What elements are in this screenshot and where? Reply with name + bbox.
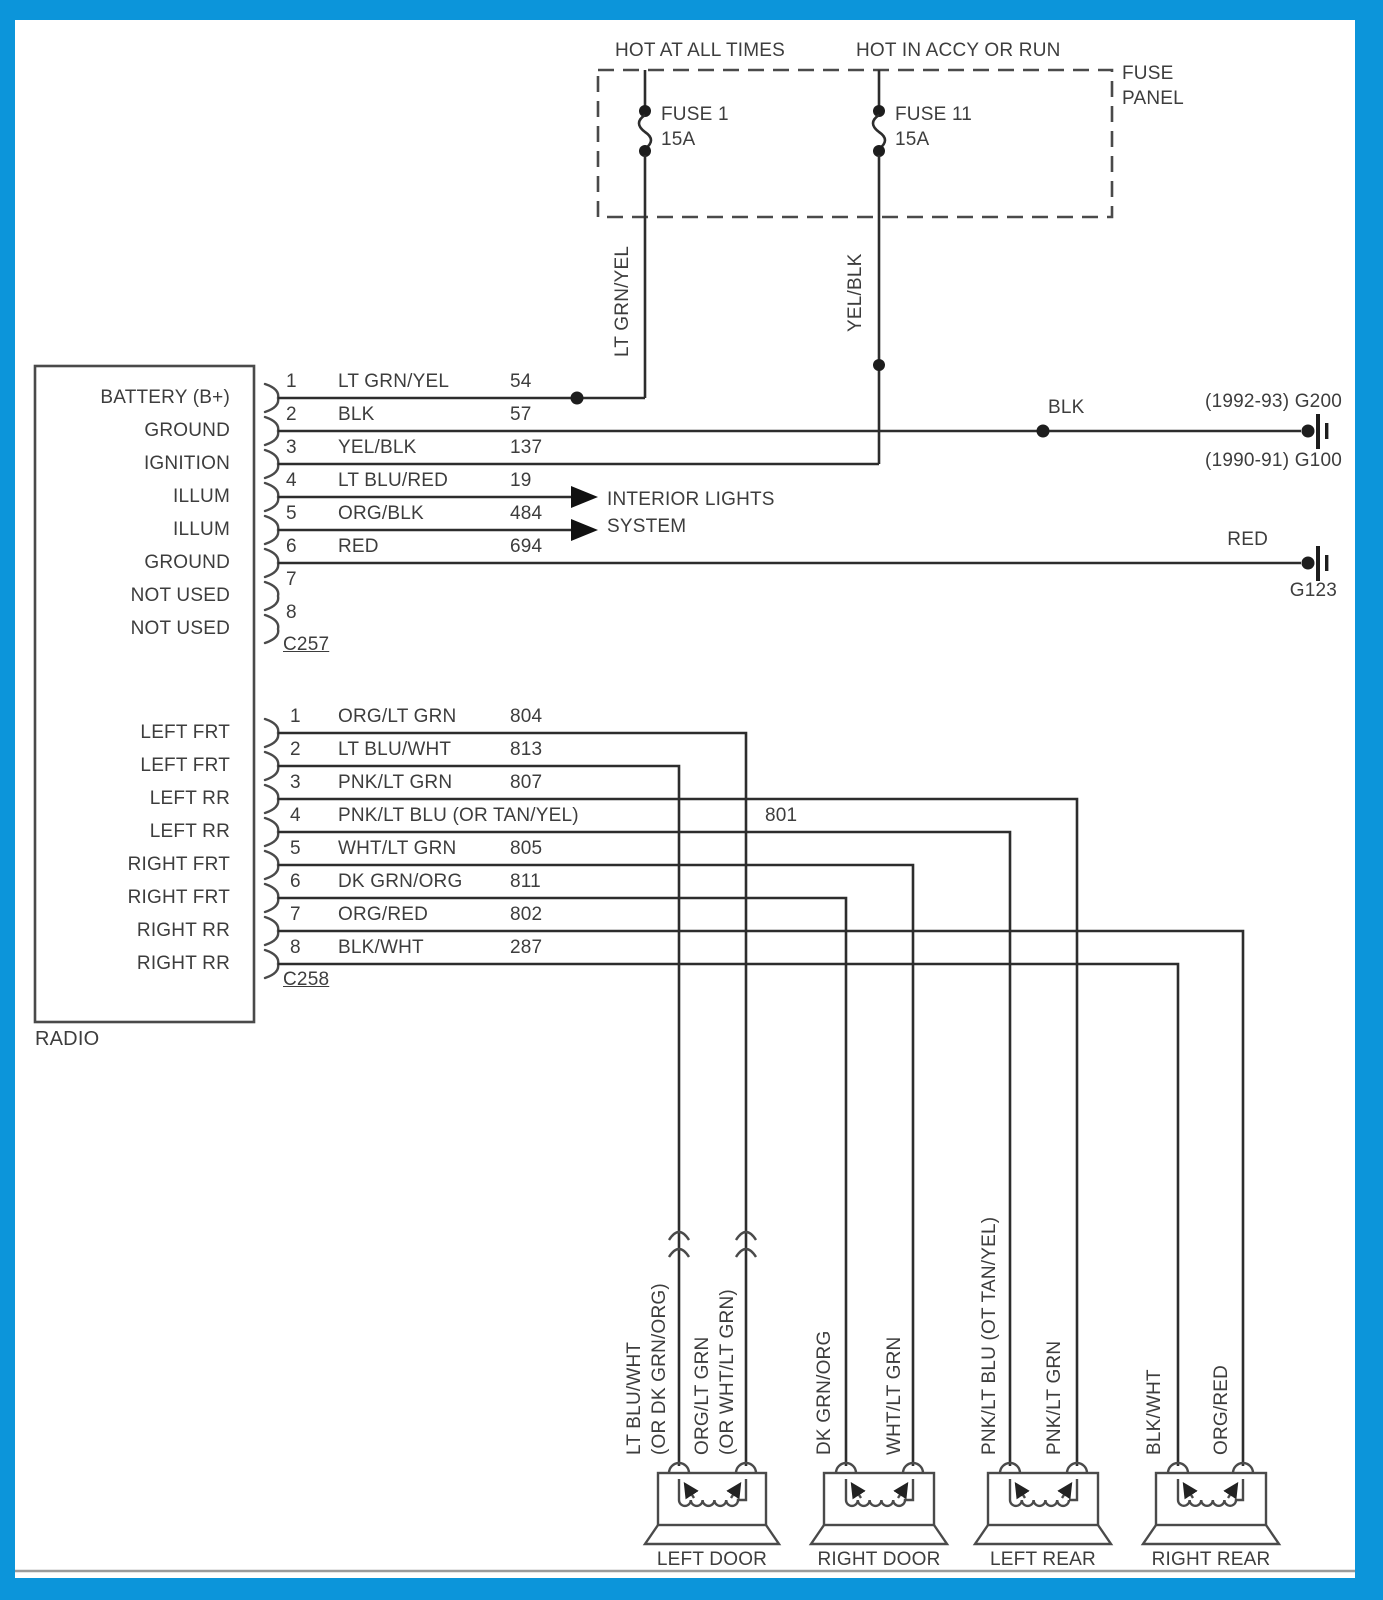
c257-wire-6: RED: [338, 536, 379, 557]
fuse-1-rating: 15A: [661, 129, 696, 150]
connector-c257-brackets: [265, 384, 278, 643]
c258-circuit-4: 801: [765, 805, 798, 826]
wire-label-line: LT BLU/WHT: [624, 1341, 645, 1455]
c258-wire-3: PNK/LT GRN: [338, 772, 453, 793]
c258-circuit-2: 813: [510, 739, 543, 760]
c257-pin-7: 7: [286, 569, 297, 590]
fuse-1-symbol: [639, 70, 651, 398]
speaker-wire-label-wht-lt-grn: WHT/LT GRN: [884, 1336, 905, 1455]
connector-id-c257: C257: [283, 634, 330, 655]
c258-wire-2: LT BLU/WHT: [338, 739, 452, 760]
c258-function-5: RIGHT FRT: [127, 854, 230, 875]
c257-pin-6: 6: [286, 536, 297, 557]
fuse-11-name: FUSE 11: [895, 104, 973, 125]
c258-wire-8: BLK/WHT: [338, 937, 424, 958]
speaker-left-door: [645, 1463, 779, 1544]
c257-function-5: ILLUM: [173, 519, 230, 540]
c257-pin-5: 5: [286, 503, 297, 524]
c257-circuit-1: 54: [510, 371, 532, 392]
border-bottom: [0, 1578, 1383, 1600]
c258-pin-7: 7: [290, 904, 301, 925]
fuse-1-name: FUSE 1: [661, 104, 729, 125]
c257-wire-1: LT GRN/YEL: [338, 371, 450, 392]
wire-label-line: (OR DK GRN/ORG): [649, 1283, 670, 1455]
c258-wire-4: PNK/LT BLU (OR TAN/YEL): [338, 805, 579, 826]
fuse-panel-label-line2: PANEL: [1122, 88, 1184, 109]
speaker-left-rear: [975, 1463, 1111, 1544]
speaker-name-left-door: LEFT DOOR: [656, 1549, 768, 1570]
interior-lights-label-line2: SYSTEM: [607, 516, 687, 537]
speaker-wire-label-dk-grn-org: DK GRN/ORG: [814, 1330, 835, 1455]
c258-function-4: LEFT RR: [149, 821, 230, 842]
c257-wire-4: LT BLU/RED: [338, 470, 449, 491]
c258-wire-6: DK GRN/ORG: [338, 871, 463, 892]
speaker-wire-label-lt-blu-wht: [622, 1283, 672, 1455]
border-left: [0, 0, 15, 1600]
c258-wire-7: ORG/RED: [338, 904, 429, 925]
c258-function-7: RIGHT RR: [136, 920, 230, 941]
c257-wire-2: BLK: [338, 404, 375, 425]
c257-circuit-2: 57: [510, 404, 532, 425]
ground-g200-label: (1992-93) G200: [1205, 391, 1342, 412]
feed-wire-color-yel-blk: YEL/BLK: [845, 253, 866, 332]
c257-function-4: ILLUM: [173, 486, 230, 507]
c258-circuit-3: 807: [510, 772, 543, 793]
radio-label: RADIO: [35, 1028, 100, 1050]
c258-pin-1: 1: [290, 706, 301, 727]
c257-function-2: GROUND: [144, 420, 230, 441]
connector-c258-brackets: [265, 719, 278, 978]
c257-pin-3: 3: [286, 437, 297, 458]
c257-pin-1: 1: [286, 371, 297, 392]
speaker-name-right-door: RIGHT DOOR: [817, 1549, 941, 1570]
c257-function-7: NOT USED: [130, 585, 230, 606]
c258-circuit-7: 802: [510, 904, 543, 925]
c258-function-3: LEFT RR: [149, 788, 230, 809]
wire-splice-chevrons: [669, 1232, 756, 1257]
c258-wire-5: WHT/LT GRN: [338, 838, 457, 859]
speaker-name-right-rear: RIGHT REAR: [1151, 1549, 1271, 1570]
c257-function-6: GROUND: [144, 552, 230, 573]
speaker-wire-label-pnk-lt-blu: PNK/LT BLU (OT TAN/YEL): [979, 1216, 1000, 1455]
c257-circuit-3: 137: [510, 437, 543, 458]
c257-function-8: NOT USED: [130, 618, 230, 639]
c258-pin-4: 4: [290, 805, 301, 826]
c258-pin-8: 8: [290, 937, 301, 958]
c258-function-1: LEFT FRT: [140, 722, 230, 743]
speaker-wire-label-blk-wht: BLK/WHT: [1144, 1369, 1165, 1455]
ground-symbol-g200-g100: [1302, 414, 1329, 449]
c257-circuit-4: 19: [510, 470, 532, 491]
fuse-11-rating: 15A: [895, 129, 930, 150]
c258-function-2: LEFT FRT: [140, 755, 230, 776]
speaker-right-door: [811, 1463, 947, 1544]
border-top: [0, 0, 1383, 20]
c258-pin-6: 6: [290, 871, 301, 892]
speaker-name-left-rear: LEFT REAR: [990, 1549, 1096, 1570]
c258-circuit-1: 804: [510, 706, 543, 727]
c257-wire-3: YEL/BLK: [338, 437, 417, 458]
c258-circuit-5: 805: [510, 838, 543, 859]
note-hot-at-all-times: HOT AT ALL TIMES: [615, 40, 786, 61]
c258-pin-5: 5: [290, 838, 301, 859]
c257-pin-2: 2: [286, 404, 297, 425]
c258-function-8: RIGHT RR: [136, 953, 230, 974]
c257-wire-5: ORG/BLK: [338, 503, 424, 524]
c258-circuit-6: 811: [510, 871, 541, 892]
c258-circuit-8: 287: [510, 937, 543, 958]
c258-pin-3: 3: [290, 772, 301, 793]
speaker-wire-label-org-lt-grn: [690, 1289, 740, 1455]
ground-wire-red-label: RED: [1227, 529, 1268, 550]
connector-id-c258: C258: [283, 969, 330, 990]
c257-circuit-6: 694: [510, 536, 543, 557]
c258-wire-1: ORG/LT GRN: [338, 706, 457, 727]
speaker-wire-label-pnk-lt-grn: PNK/LT GRN: [1044, 1340, 1065, 1455]
feed-wire-color-lt-grn-yel: LT GRN/YEL: [612, 245, 633, 357]
ground-g100-label: (1990-91) G100: [1205, 450, 1342, 471]
speaker-right-rear: [1143, 1463, 1279, 1544]
fuse-panel-label-line1: FUSE: [1122, 63, 1174, 84]
interior-lights-label-line1: INTERIOR LIGHTS: [607, 489, 775, 510]
wire-label-line: ORG/LT GRN: [692, 1336, 713, 1455]
speaker-wire-label-org-red: ORG/RED: [1211, 1364, 1232, 1455]
c257-function-1: BATTERY (B+): [100, 387, 230, 408]
c257-function-3: IGNITION: [143, 453, 230, 474]
ground-symbol-g123: [1302, 546, 1329, 581]
c257-circuit-5: 484: [510, 503, 543, 524]
c258-function-6: RIGHT FRT: [127, 887, 230, 908]
ground-wire-blk-label: BLK: [1048, 397, 1085, 418]
c258-pin-2: 2: [290, 739, 301, 760]
c257-pin-4: 4: [286, 470, 297, 491]
wire-label-line: (OR WHT/LT GRN): [717, 1289, 738, 1455]
note-hot-in-accy-or-run: HOT IN ACCY OR RUN: [856, 40, 1061, 61]
c257-pin-8: 8: [286, 602, 297, 623]
border-right: [1355, 0, 1383, 1600]
ground-g123-label: G123: [1289, 580, 1337, 601]
fuse-11-symbol: [873, 70, 885, 464]
